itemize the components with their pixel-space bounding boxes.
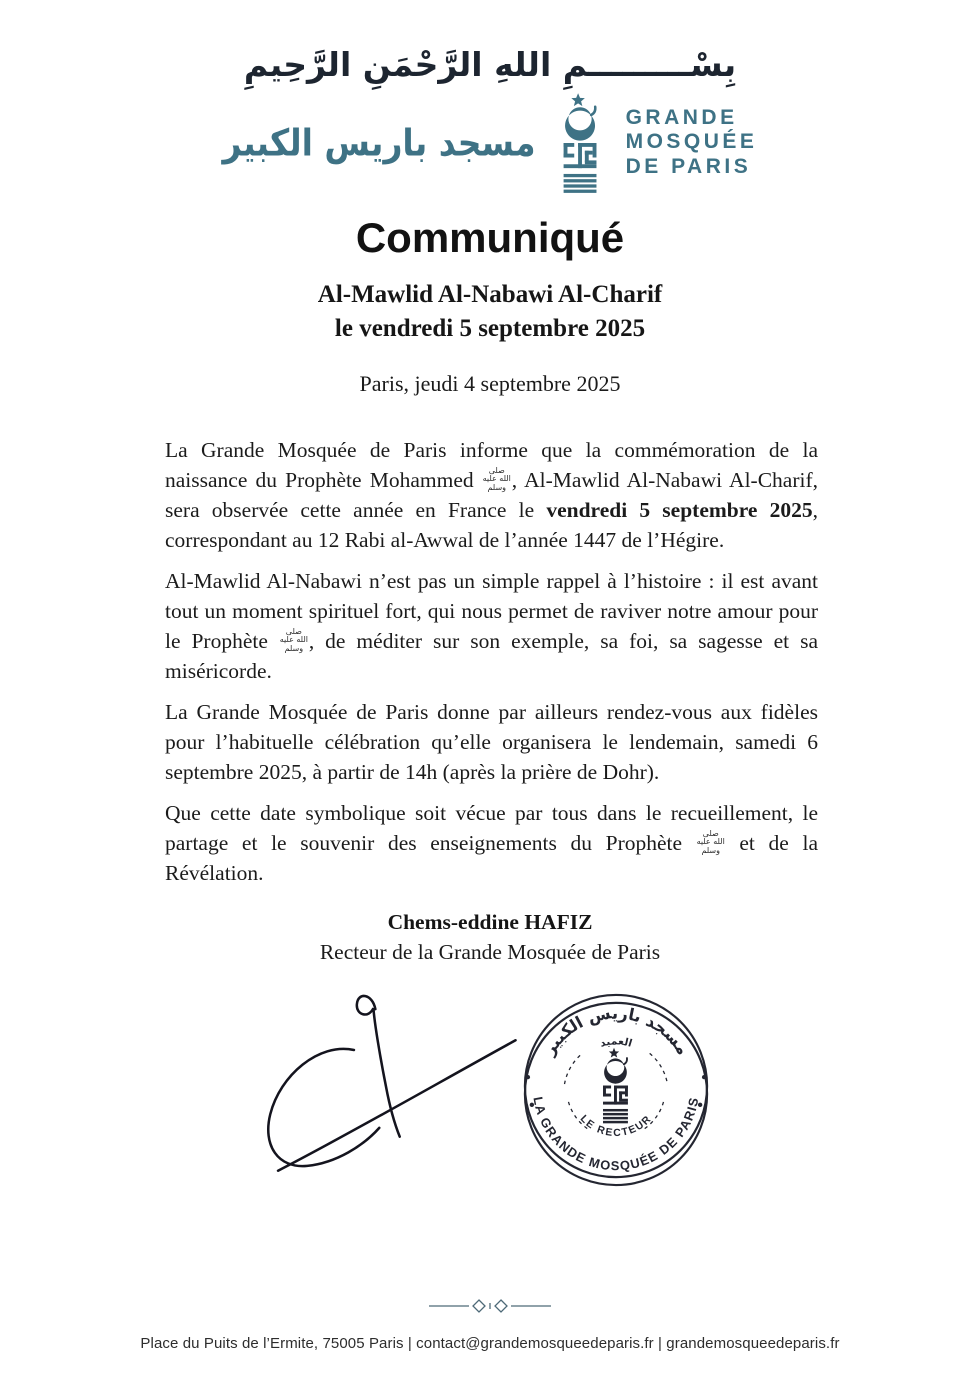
text-run: , correspondant au 12 Rabi al-Awwal de l’année 1447 de l’Hégire. [165,497,818,552]
body-paragraph [165,435,818,555]
crescent-star-emblem-icon [552,92,610,194]
logo-wordmark-line: DE PARIS [625,154,752,178]
footer-contact-line: Place du Puits de l’Ermite, 75005 Paris | contact@grandemosqueedeparis.fr | grandemosqueedeparis.fr [140,1335,840,1352]
prophet-saw-symbol: صلى الله عليه وسلم [696,828,725,855]
text-run: Al-Mawlid Al-Nabawi n’est pas un simple rappel à l’histoire : il est avant tout un moment spirituel fort, qui nous permet de raviver notre amour pour le Prophète [165,568,818,653]
bold-text-run: vendredi 5 septembre 2025 [546,497,813,522]
stamp-bottom-latin-text: LA GRANDE MOSQUÉE DE PARIS [530,1094,702,1173]
ornamental-divider-icon [429,1297,551,1315]
stamp-inner-arabic-text: العميد [598,1034,634,1050]
subtitle-line-1: Al-Mawlid Al-Nabawi Al-Charif [317,280,663,308]
signature-stamp-area [0,971,980,1223]
signature-block [0,910,980,965]
prophet-saw-symbol: صلى الله عليه وسلم [482,465,511,492]
logo-wordmark-line: GRANDE [625,105,738,129]
stamp-center-emblem-icon [603,1047,628,1123]
mosque-logo [0,92,980,194]
text-run: La Grande Mosquée de Paris donne par ailleurs rendez-vous aux fidèles pour l’habituelle célébration qu’elle organisera le lendemain, samedi 6 septembre 2025, à partir de 14h (après la prière de Dohr). [165,699,818,784]
text-run: et de la Révélation. [165,830,818,885]
subtitle-line-2: le vendredi 5 septembre 2025 [334,315,646,342]
prophet-saw-symbol: صلى الله عليه وسلم [279,626,308,653]
page-title: Communiqué [355,213,625,261]
logo-arabic-calligraphy: مسجد باريس الكبير [222,120,536,165]
text-run: , Al-Mawlid Al-Nabawi Al-Charif, sera observée cette année en France le [165,467,818,522]
signer-name: Chems-eddine HAFIZ [387,909,593,934]
signer-title: Recteur de la Grande Mosquée de Paris [319,939,661,964]
document-body [165,435,818,888]
subtitle [0,278,980,347]
document-header [0,0,980,194]
rector-stamp [517,991,715,1189]
document-footer [0,1297,980,1352]
body-paragraph [165,566,818,686]
bismillah-calligraphy: بِسْـــــــــمِ اللهِ الرَّحْمَنِ الرَّحِيمِ [243,45,737,84]
text-run: Que cette date symbolique soit vécue par tous dans le recueillement, le partage et le souvenir des enseignements du Prophète [165,800,818,855]
dateline: Paris, jeudi 4 septembre 2025 [359,370,621,396]
body-paragraph [165,697,818,787]
text-run: , de méditer sur son exemple, sa foi, sa sagesse et sa miséricorde. [165,628,818,683]
stamp-top-arabic-text: مسجد باريس الكبير [539,1002,693,1058]
logo-wordmark-line: MOSQUÉE [625,130,758,154]
handwritten-signature [243,977,535,1197]
logo-wordmark [626,106,758,180]
stamp-rector-text: LE RECTEUR [577,1112,655,1139]
text-run: La Grande Mosquée de Paris informe que la commémoration de la naissance du Prophète Mohammed [165,437,818,492]
body-paragraph [165,798,818,888]
